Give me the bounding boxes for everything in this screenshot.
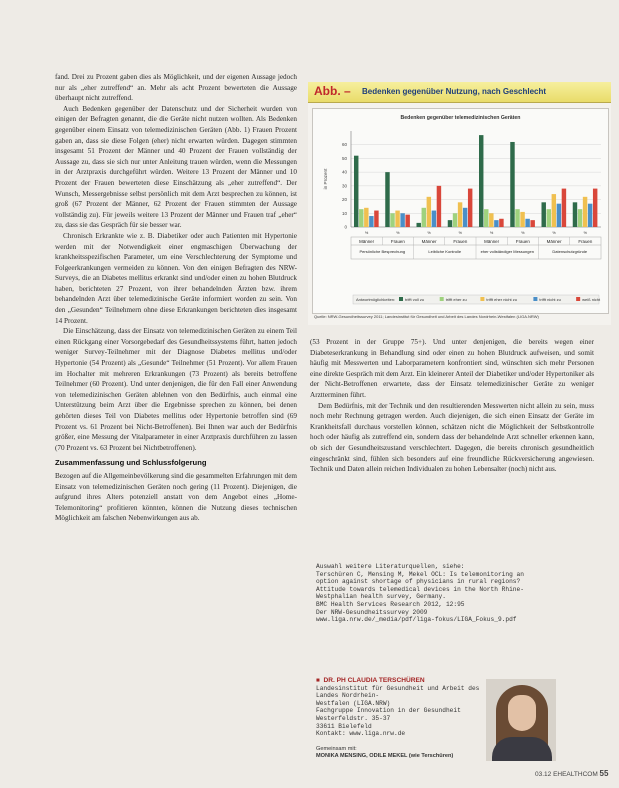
category-percent-label: %	[427, 231, 431, 235]
x-tick-label: Männer	[359, 239, 375, 244]
author-name: DR. PH CLAUDIA TERSCHÜREN	[323, 677, 425, 684]
legend-entry: weiß nicht	[582, 297, 601, 302]
reference-link[interactable]: www.liga.nrw.de/_media/pdf/liga-fokus/LIGA_Fokus_9.pdf	[316, 616, 517, 624]
bar	[562, 189, 566, 227]
bar	[432, 211, 436, 227]
bar	[525, 219, 529, 227]
paragraph: fand. Drei zu Prozent gaben dies als Möglichkeit, und der eigenen Aussage jedoch nur als „eher zutreffend“ an. Mehr als acht Prozent bewerteten die Aussage überhaupt nicht zutreffend.	[55, 73, 297, 103]
x-tick-label: Frauen	[515, 239, 530, 244]
chart-title: Bedenken gegenüber telemedizinischen Geräten	[400, 115, 521, 121]
bar	[422, 208, 426, 227]
y-tick-label: 0	[344, 224, 347, 230]
right-article-column	[310, 337, 594, 475]
author-line: Landesinstitut für Gesundheit und Arbeit des Landes Nordrhein-	[316, 684, 480, 700]
x-tick-label: Männer	[421, 239, 437, 244]
group-label: eher vollständiger Messungen	[480, 249, 534, 254]
square-bullet-icon: ■	[316, 677, 320, 684]
co-authors	[316, 746, 486, 760]
bar	[390, 213, 394, 227]
legend-swatch	[480, 297, 484, 301]
reference-line: BMC Health Services Research 2012, 12:95	[316, 600, 465, 608]
figure	[308, 82, 611, 325]
bar	[552, 194, 556, 227]
bar	[417, 223, 421, 227]
category-percent-label: %	[552, 231, 556, 235]
figure-source: Quelle: NRW-Gesundheitssurvey 2011; Landesinstitut für Gesundheit und Arbeit des Landes Nordrhein-Westfalen (LIGA.NRW)	[314, 314, 539, 319]
bar	[354, 156, 358, 227]
y-tick-label: 20	[341, 197, 347, 203]
x-tick-label: Frauen	[453, 239, 468, 244]
chart-svg	[313, 109, 608, 313]
legend-entry: trifft nicht zu	[539, 297, 561, 302]
paragraph: Chronisch Erkrankte wie z. B. Diabetiker oder auch Patienten mit Hypertonie werden mit der Notwendigkeit einer engmaschigen Überwachung der krankheitsspezifischen Parameter, um eine Verschlechterung der Symptome und Folgeerkrankungen vermeiden zu können. Von den einigen Befragten des NRW-Surveys, die an Diabetes mellitus erkrankt sind und/oder einen zu hohen Blutdruck haben, berichteten 27 Prozent, von ihrer behandelnden Ärzten bzw. ihrem behandelnden Arzt über telemedizinische Geräte informiert worden zu sein. Von den „Gesunden“ Teilnehmern ohne diese Erkrankungen berichteten dies insgesamt 14 Prozent.	[55, 231, 297, 325]
figure-tag: Abb. –	[314, 84, 351, 98]
bar	[369, 216, 373, 227]
y-tick-label: 40	[341, 169, 347, 175]
bar	[359, 209, 363, 227]
magazine-issue: 03.12 EHEALTHCOM	[535, 771, 598, 778]
reference-line: Attitude towards telemedical devices in the North Rhine-	[316, 585, 524, 593]
x-tick-label: Frauen	[578, 239, 593, 244]
category-percent-label: %	[364, 231, 369, 235]
legend-entry: trifft eher nicht zu	[486, 297, 518, 302]
bar	[573, 202, 577, 227]
bar	[453, 213, 457, 227]
group-label: Persönliche Besprechung	[359, 249, 406, 254]
bar	[468, 189, 472, 227]
y-tick-label: 60	[341, 142, 347, 148]
figure-title: Bedenken gegenüber Nutzung, nach Geschlecht	[362, 87, 547, 96]
reference-line: Der NRW-Gesundheitssurvey 2009	[316, 608, 428, 616]
page-number: 55	[599, 769, 609, 778]
group-label: Leibliche Kontrolle	[428, 249, 462, 254]
category-percent-label: %	[489, 231, 494, 235]
bar	[499, 219, 503, 227]
author-line: Westerfeldstr. 35-37	[316, 714, 391, 722]
bar	[510, 142, 514, 227]
category-percent-label: %	[583, 231, 588, 235]
left-article-column	[55, 72, 297, 524]
bar	[427, 197, 431, 227]
reference-line: Westphalian health survey, Germany.	[316, 593, 446, 601]
x-tick-label: Frauen	[390, 239, 405, 244]
bar	[364, 208, 368, 227]
legend-swatch	[576, 297, 580, 301]
legend-swatch	[533, 297, 537, 301]
category-percent-label: %	[458, 231, 463, 235]
bar-chart	[312, 108, 609, 314]
bar	[578, 209, 582, 227]
bar	[593, 189, 597, 227]
bar	[515, 209, 519, 227]
bar	[479, 135, 483, 227]
reference-line: Auswahl weitere Literaturquellen, siehe:	[316, 563, 465, 570]
paragraph: Dem Bedürfnis, mit der Technik und den resultierenden Messwerten nicht allein zu sein, muss noch mehr Rechnung getragen werden. Auch diejenigen, die sich einen Einsatz der Geräte im Krankheitsfall durchaus vorstellen können, schätzen nicht die Möglichkeit der Selbstkontrolle hoch oder häufig als zutreffend ein, sondern dass der behandelnde Arzt schneller erkennen kann, ob sich der Gesundheitszustand verschlechtert. Dagegen, die bereits chronisch gesundheitlich eingeschränkt sind, fühlen sich besonders auf eine freundliche Rückversicherung angewiesen. Technik und Daten allein reichen Individualen zu hohen Lebensalter (noch) nicht aus.	[310, 401, 594, 474]
legend-entry: trifft eher zu	[445, 297, 467, 302]
legend-swatch	[399, 297, 403, 301]
reference-line: option against shortage of physicians in rural regions?	[316, 578, 521, 586]
bar	[583, 197, 587, 227]
bar	[405, 215, 409, 227]
y-tick-label: 30	[341, 183, 347, 189]
author-line: 33611 Bielefeld	[316, 722, 372, 730]
bar	[458, 202, 462, 227]
author-line: Westfalen (LIGA.NRW)	[316, 699, 391, 707]
bar	[520, 212, 524, 227]
bar	[494, 220, 498, 227]
bar	[547, 209, 551, 227]
x-tick-label: Männer	[546, 239, 562, 244]
section-heading: Zusammenfassung und Schlussfolgerung	[55, 458, 207, 468]
co-authors-label: Gemeinsam mit:	[316, 746, 357, 752]
bar	[385, 172, 389, 227]
legend-prefix: Antwortmöglichkeiten:	[356, 297, 396, 302]
author-info	[316, 677, 486, 738]
legend-swatch	[440, 297, 444, 301]
bar	[400, 213, 404, 227]
bar	[542, 202, 546, 227]
bar	[484, 209, 488, 227]
group-label: Datenschutzgründe	[552, 249, 588, 254]
bar	[374, 211, 378, 227]
co-authors-names: MONIKA MENSING, ODILE MEKEL (wie Terschüren)	[316, 753, 454, 760]
reference-line: Terschüren C, Mensing M, Mekel OCL: Is telemonitoring an	[316, 570, 524, 578]
y-axis-label: in Prozent	[323, 168, 328, 190]
bar	[530, 220, 534, 227]
bar	[463, 208, 467, 227]
references	[316, 563, 606, 624]
y-tick-label: 10	[341, 210, 347, 216]
page-footer	[535, 769, 608, 778]
legend-entry: trifft voll zu	[405, 297, 425, 302]
category-percent-label: %	[396, 231, 400, 235]
author-contact[interactable]: Kontakt: www.liga.nrw.de	[316, 730, 406, 738]
paragraph: (53 Prozent in der Gruppe 75+). Und unter denjenigen, die bereits wegen einer Diabeteserkrankung in Behandlung sind oder einen zu hohen Blutdruck aufweisen, und somit häufig mit Messwerten und Laborparametern konfrontiert sind, wünschten sich mehr Personen eine direkte Gespräch mit dem Arzt. Ein kleinerer Anteil der Diabetiker und/oder Hypertoniker als der Nicht-Betroffenen erwartete, dass der Einsatz telemedizinischer Geräte zu weniger Arztterminen führt.	[310, 338, 594, 399]
author-photo	[486, 679, 556, 761]
bar	[448, 220, 452, 227]
bar	[489, 213, 493, 227]
paragraph: Die Einschätzung, dass der Einsatz von telemedizinischen Geräten zu einem Teil einen Rückgang einer Vorsorgebedarf des Gesundheitssystems führt, hatten jedoch weniger Survey-Teilnehmer mit der Diagnose Diabetes mellitus und/oder Hypertonie (54 Prozent) als „Gesunde“ Teilnehmer (51 Prozent). Vor allem Frauen im Hochalter mit mehreren Erkrankungen (73 Prozent) als bereits betroffene Teilnehmer (60 Prozent). Und unter denjenigen, die für den Fall einer Anwendung von telemedizinischen Geräten ablehnen von den Bedürfnis, auch einmal eine Unterstützung beim Arzt über die Ergebnisse sprechen zu können, bei denen gehörten dieses Teil von Diabetes mellitus oder Hypertonie betroffen sind (69 Prozent vs. 61 Prozent bei Nicht-Betroffenen). Bei Ihnen war auch der Bedürfnis größer, eine Messung der Vitalparameter in einer Arztpraxis durchführen zu lassen (70 Prozent vs. 63 Prozent bei Nichtbetroffenen).	[55, 327, 297, 452]
bar	[437, 186, 441, 227]
paragraph: Bezogen auf die Allgemeinbevölkerung sind die gesammelten Erfahrungen mit dem Einsatz von telemedizinischen Geräten noch gering (11 Prozent). Diejenigen, die aufgrund ihres Alters potenziell anstatt von dem Angebot eines „Home-Telemonitoring“ profitieren könnten, können die Nutzung dieses technischen Möglichkeit am falschen Nebenwirkungen aus ab.	[55, 471, 297, 523]
bar	[557, 204, 561, 227]
x-tick-label: Männer	[484, 239, 500, 244]
category-percent-label: %	[521, 231, 525, 235]
bar	[395, 211, 399, 227]
paragraph: Auch Bedenken gegenüber der Datenschutz und der Sicherheit wurden von einigen der Befragten genannt, die die Geräte nicht nutzen wollten. Als Bedenken gegenüber einem Einsatz von telemedizinischen Geräten (Abb. 1) Frauen Prozent gaben an, dass sie diese Folgen (eher) nicht erwarten würden. Dagegen stimmten insgesamt 51 Prozent der Männer und 40 Prozent der Frauen vollständig der Aussage zu, dass sie sich nur unter Anleitung trauen würden, wenn die Messungen in der Arztpraxis durchgeführt würden. Weitere 13 Prozent der Männer und 10 Prozent der Frauen bewerteten diese Einschätzung als „eher zutreffend“. Der Wunsch, Messergebnisse selbst persönlich mit dem Arzt besprechen zu können, ist groß (67 Prozent der Männer, 62 Prozent der Frauen stimmten der Aussage vollständig zu). Für jeweils weitere 13 Prozent der Männer und Frauen traf „eher“ zu, dass sie das Gespräch für sie besser war.	[55, 104, 297, 230]
y-tick-label: 50	[341, 155, 347, 161]
bar	[588, 204, 592, 227]
figure-header	[308, 82, 611, 103]
author-line: Fachgruppe Innovation in der Gesundheit	[316, 707, 461, 715]
